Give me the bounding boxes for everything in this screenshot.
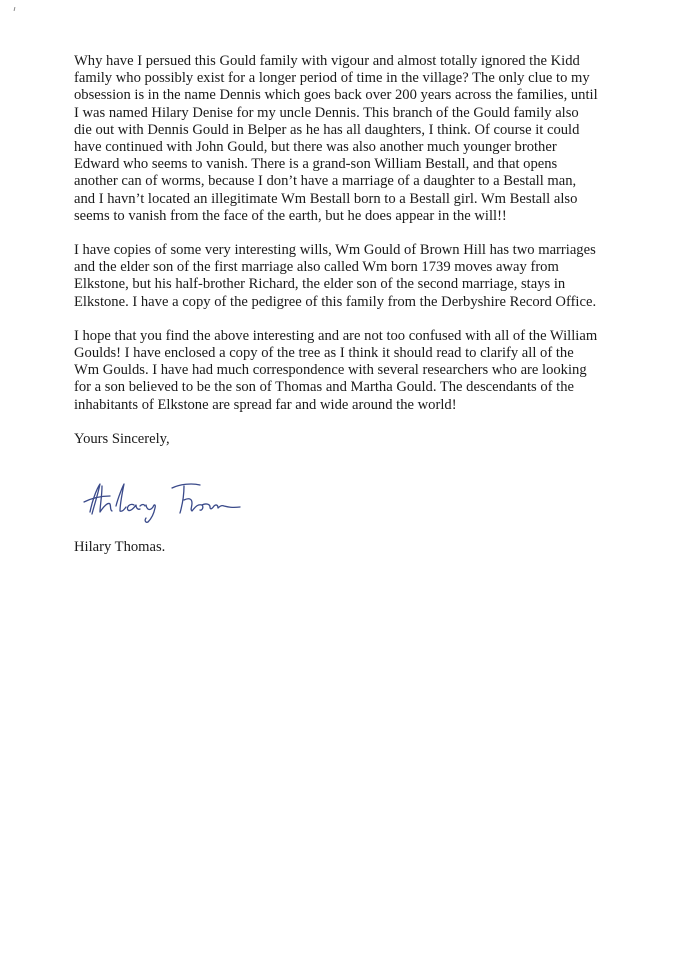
text-line: I was named Hilary Denise for my uncle Dennis. This branch of the Gould family also: [74, 104, 579, 121]
text-line: inhabitants of Elkstone are spread far and wide around the world!: [74, 396, 457, 413]
text-line: and the elder son of the first marriage also called Wm born 1739 moves away from: [74, 259, 559, 276]
scan-mark: [14, 7, 16, 11]
text-line: family who possibly exist for a longer period of time in the village? The only clue to my: [74, 70, 590, 87]
text-line: Edward who seems to vanish. There is a grand-son William Bestall, and that opens: [74, 156, 558, 173]
text-line: seems to vanish from the face of the earth, but he does appear in the will!!: [74, 207, 507, 224]
text-line: I have copies of some very interesting wills, Wm Gould of Brown Hill has two marriages: [74, 242, 596, 259]
text-line: another can of worms, because I don’t have a marriage of a daughter to a Bestall man,: [74, 173, 577, 190]
text-line: obsession is in the name Dennis which goes back over 200 years across the families, until: [74, 87, 598, 104]
text-line: and I havn’t located an illegitimate Wm Bestall born to a Bestall girl. Wm Bestall also: [74, 190, 578, 207]
signed-name: Hilary Thomas.: [74, 539, 166, 555]
text-line: Elkstone. I have a copy of the pedigree of this family from the Derbyshire Record Office.: [74, 293, 597, 310]
text-line: for a son believed to be the son of Thomas and Martha Gould. The descendants of the: [74, 379, 574, 396]
text-line: Why have I persued this Gould family with vigour and almost totally ignored the Kidd: [74, 53, 580, 69]
text-line: Wm Goulds. I have had much correspondence with several researchers who are looking: [74, 362, 587, 379]
text-line: die out with Dennis Gould in Belper as he has all daughters, I think. Of course it could: [74, 121, 580, 138]
text-line: Goulds! I have enclosed a copy of the tree as I think it should read to clarify all of the: [74, 345, 574, 362]
text-line: I hope that you find the above interesting and are not too confused with all of the William: [74, 327, 598, 344]
letter-body: [74, 53, 626, 448]
text-line: Elkstone, but his half-brother Richard, the elder son of the second marriage, stays in: [74, 276, 566, 293]
paragraph-1: [74, 53, 626, 225]
handwritten-signature: [80, 476, 250, 524]
paragraph-3: [74, 328, 626, 414]
closing: Yours Sincerely,: [74, 430, 170, 447]
text-line: have continued with John Gould, but there was also another much younger brother: [74, 139, 557, 156]
paragraph-2: [74, 242, 626, 311]
